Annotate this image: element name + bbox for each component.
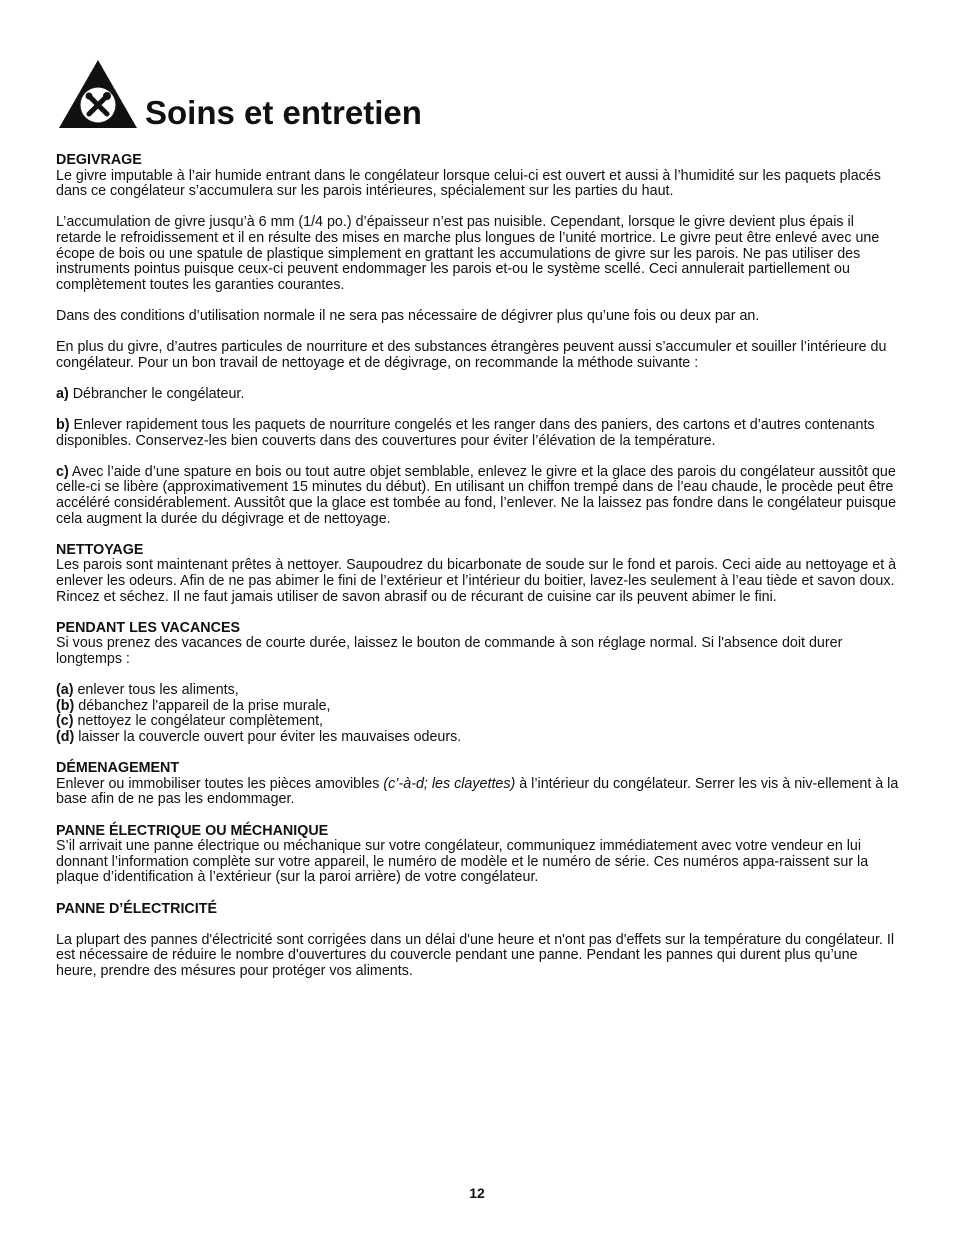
step-a: a) Débrancher le congélateur. xyxy=(56,385,245,402)
step-label: c) xyxy=(56,463,69,480)
section-heading-demenagement: DÉMENAGEMENT xyxy=(56,760,180,777)
section-heading-degivrage: DEGIVRAGE xyxy=(56,152,142,168)
list-item: (a) enlever tous les aliments, xyxy=(56,682,239,699)
list-item: (c) nettoyez le congélateur complètement, xyxy=(56,713,324,730)
section-heading-nettoyage: NETTOYAGE xyxy=(56,541,144,558)
document-body xyxy=(56,153,902,979)
section-heading-vacances: PENDANT LES VACANCES xyxy=(56,619,241,636)
page-number: 12 xyxy=(469,1185,485,1201)
list-item: (b) débanchez l'appareil de la prise murale, xyxy=(56,697,331,714)
paragraph: Le givre imputable à l’air humide entrant dans le congélateur lorsque celui-ci est ouvert et aussi à l’humidité sur les paquets placés dans ce congélateur s’accumulera sur les parois intérieures, spécialement sur les parties du haut. xyxy=(56,167,881,200)
page-title: Soins et entretien xyxy=(145,94,422,131)
list-item: (d) laisser la couvercle ouvert pour éviter les mauvaises odeurs. xyxy=(56,728,462,745)
step-label: b) xyxy=(56,417,70,434)
paragraph: En plus du givre, d’autres particules de nourriture et des substances étrangères peuvent aussi s’accumuler et souiller l’intérieure du congélateur. Pour un bon travail de nettoyage et de dégivrage, on recommande la méthode suivante : xyxy=(56,339,887,371)
paragraph: Enlever ou immobiliser toutes les pièces amovibles (c’-à-d; les clayettes) à l’intérieur du congélateur. Serrer les vis à niv-ellement à la base afin de ne pas les endommager. xyxy=(56,775,899,808)
step-b: b) Enlever rapidement tous les paquets de nourriture congelés et les ranger dans des paniers, des cartons et d’autres contenants disponibles. Conservez-les bien couverts dans des couvertures pour éviter l’élévation de la température. xyxy=(56,417,875,449)
section-heading-panne-electricite: PANNE D’ÉLECTRICITÉ xyxy=(56,900,217,917)
paragraph: L’accumulation de givre jusqu’à 6 mm (1/4 po.) d’épaisseur n’est pas nuisible. Cependant, lorsque le givre devient plus épais il retarde le refroidissement et il en résulte des mises en marche plus longues de l’unité mortrice. Le givre peut être enlevé avec une écope de bois ou une spatule de plastique simplement en grattant les accumulations de givre sur les parois. Ne pas utiliser des instruments pointus puisque ceux-ci peuvent endommager les parois et-ou le système scellé. Ceci annulerait partiellement ou complètement toutes les garanties courantes. xyxy=(56,214,880,293)
step-c: c) Avec l’aide d’une spature en bois ou tout autre objet semblable, enlevez le givre et la glace des parois du congélateur aussitôt que celle-ci se libère (approximativement 15 minutes du début). En utilisant un chiffon trempé dans de l’eau chaude, le procède peut être accéléré considérablement. Aussitôt que la glace est tombée au fond, l’enlever. Ne la laissez pas fondre dans le congélateur puisque cela augment la durée du dégivrage et de nettoyage. xyxy=(56,463,897,527)
tools-warning-icon xyxy=(57,58,139,130)
paragraph: Les parois sont maintenant prêtes à nettoyer. Saupoudrez du bicarbonate de soude sur le fond et parois. Ceci aide au nettoyage et à enlever les odeurs. Afin de ne pas abimer le fini de l’extérieur et l’intérieur du boitier, lavez-les seulement à l’eau tiède et savon doux. Rincez et séchez. Il ne faut jamais utiliser de savon abrasif ou de récurant de cuisine car ils peuvent abimer le fini. xyxy=(56,557,897,605)
section-heading-panne-mechanique: PANNE ÉLECTRIQUE OU MÉCHANIQUE xyxy=(56,822,329,839)
paragraph: Si vous prenez des vacances de courte durée, laissez le bouton de commande à son réglage normal. Si l'absence doit durer longtemps : xyxy=(56,635,843,667)
paragraph: La plupart des pannes d'électricité sont corrigées dans un délai d'une heure et n'ont pas d'effets sur la température du congélateur. Il est nécessaire de réduire le nombre d'ouvertures du couvercle pendant une panne. Pendant les pannes qui durent plus qu’une heure, prendre des mésures pour protéger vos aliments. xyxy=(56,931,895,979)
paragraph: Dans des conditions d’utilisation normale il ne sera pas nécessaire de dégivrer plus qu’une fois ou deux par an. xyxy=(56,307,760,324)
step-label: a) xyxy=(56,385,69,402)
paragraph: S’il arrivait une panne électrique ou méchanique sur votre congélateur, communiquez immédiatement avec votre vendeur en lui donnant l’information complète sur votre appareil, le numéro de modèle et le numéro de série. Ces numéros appa-raissent sur la plaque d’identification à l’extérieur (sur la paroi arrière) de votre congélateur. xyxy=(56,838,869,886)
